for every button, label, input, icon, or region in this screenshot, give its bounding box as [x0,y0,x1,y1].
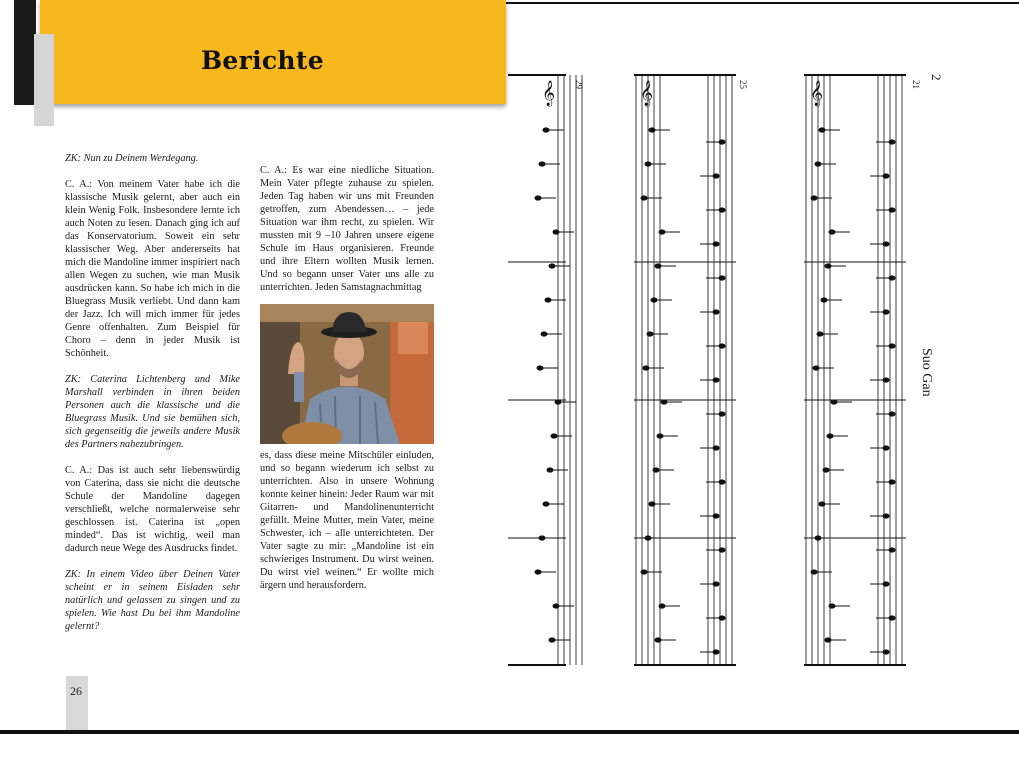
section-title: Berichte [201,46,324,75]
article-column-2-bottom [260,449,434,605]
bottom-rule [0,730,1019,734]
page-number: 26 [70,684,82,698]
interview-answer: C. A.: Es war eine niedliche Situation. Mein Vater pflegte zuhause zu spielen. Jeden Tag haben wir uns mit Freunden getroffen, zum Abendessen… – jede Situation war ihm recht, zu spielen. Wir mussten mit 9 –10 Jahren unsere eigene Schule im Haus organisieren. Freunde und ihre Eltern wollten Musik lernen. Und so begann unser Vater uns alle zu unterrichten. Jeden Samstagnachmittag [260,165,434,293]
interview-question: ZK: Caterina Lichtenberg und Mike Marshall verbinden in ihren beiden Personen auch die klassische und die Bluegrass Musik. Und sie bemühen sich, sich gegenseitig die jeweils andere Musik des Partners nahezubringen. [65,374,240,450]
interview-answer: C. A.: Das ist auch sehr liebenswürdig von Caterina, dass sie nicht die deutsche Schule der Mandoline dagegen verschließt, welche normalerweise sehr geschlossen ist. Caterina ist „open minded“. Das ist wichtig, weil man dadurch neue Wege des Ausdrucks findet. [65,465,240,554]
musician-photo [260,304,434,444]
sheet-music-page [506,0,1019,730]
measure-number: 25 [738,80,748,89]
treble-clef: 𝄞 [542,81,556,106]
article-column-1 [65,152,240,646]
treble-clef: 𝄞 [810,81,824,106]
measure-number: 21 [911,80,921,89]
interview-question: ZK: In einem Video über Deinen Vater scheint er in seinem Eisladen sehr natürlich und gelassen zu singen und zu spielen. Wie hast Du bei ihm Mandoline gelernt? [65,569,240,632]
score-page-number: 2 [929,74,944,81]
sheet-music-score [506,0,1019,730]
left-page [0,0,506,780]
black-accent-bar [14,0,36,105]
interview-answer: es, dass diese meine Mitschüler einluden, und so begann wiederum ich selbst zu unterrichten. Also in unsere Wohnung konnte keiner hinein: Jeder Raum war mit Gitarren- und Mandolinenunterricht gefüllt. Meine Mutter, mein Vater, meine Schwester, ich – alle unterrichteten. Der Vater sagte zu mir: „Mandoline ist ein schwieriges Instrument. Du wirst weinen. Du wirst viel weinen.“ Er wollte mich ärgern und herausfordern. [260,450,434,591]
score-title: Suo Gan [919,348,934,397]
measure-number: 29 [574,80,584,89]
gray-accent-bar [34,34,54,126]
interview-question: ZK: Nun zu Deinem Werdegang. [65,153,199,164]
interview-answer: C. A.: Von meinem Vater habe ich die klassische Musik gelernt, aber auch ein klein Wenig Folk. Insbesondere lernte ich auch Noten zu lesen. Danach ging ich auf das Konservatorium. Soweit ein sehr klassischer Weg. Aber andererseits hat mich die Mandoline immer inspiriert nach allen Wegen zu suchen, wie man Musik ausdrücken kann. So habe ich mich in die Bluegrass Musik verliebt. Und dann kam der Jazz. Ich will mich immer für jedes Genre offenhalten. Zum Beispiel für Choro – denn in jeder Musik ist Schönheit. [65,179,240,359]
treble-clef: 𝄞 [640,81,654,106]
article-column-2-top [260,164,434,307]
musician-photo-illustration [260,304,434,444]
